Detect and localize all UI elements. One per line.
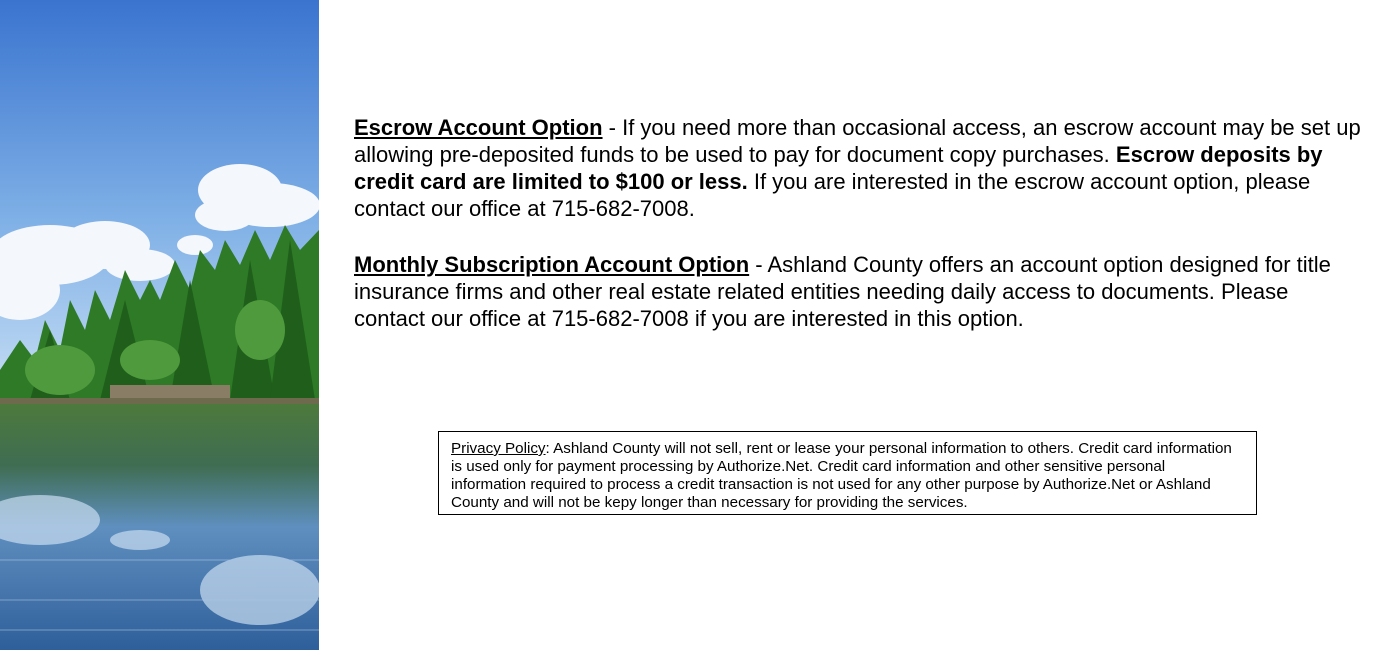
- monthly-subscription-option-link[interactable]: Monthly Subscription Account Option: [354, 252, 750, 277]
- privacy-policy-text: : Ashland County will not sell, rent or lease your personal information to others. Credit card information is used only for payment processing by Authorize.Net. Credit card information and other sensitive personal information required to process a credit transaction is not used for any other purpose by Authorize.Net or Ashland County and will not be kepy longer than necessary for providing the services.: [451, 440, 1232, 511]
- subscription-option-paragraph: [354, 251, 1364, 332]
- account-options-content: [354, 114, 1364, 332]
- lake-forest-landscape-image: [0, 0, 319, 650]
- subscription-description: - Ashland County offers an account option designed for title insurance firms and other real estate related entities needing daily access to documents. Please contact our office at 715-682-7008 if you are interested in this option.: [354, 252, 1331, 331]
- escrow-description: - If you need more than occasional access, an escrow account may be set up allowing pre-deposited funds to be used to pay for document copy purchases.: [354, 115, 1361, 167]
- paragraph-spacer: [354, 222, 1364, 251]
- escrow-option-paragraph: [354, 114, 1364, 222]
- privacy-policy-link[interactable]: Privacy Policy: [451, 440, 546, 457]
- privacy-policy-box: [438, 431, 1257, 515]
- escrow-credit-card-limit: Escrow deposits by credit card are limited to $100 or less.: [354, 142, 1323, 194]
- escrow-contact-text: If you are interested in the escrow account option, please contact our office at 715-682-7008.: [354, 169, 1311, 221]
- escrow-account-option-link[interactable]: Escrow Account Option: [354, 115, 603, 140]
